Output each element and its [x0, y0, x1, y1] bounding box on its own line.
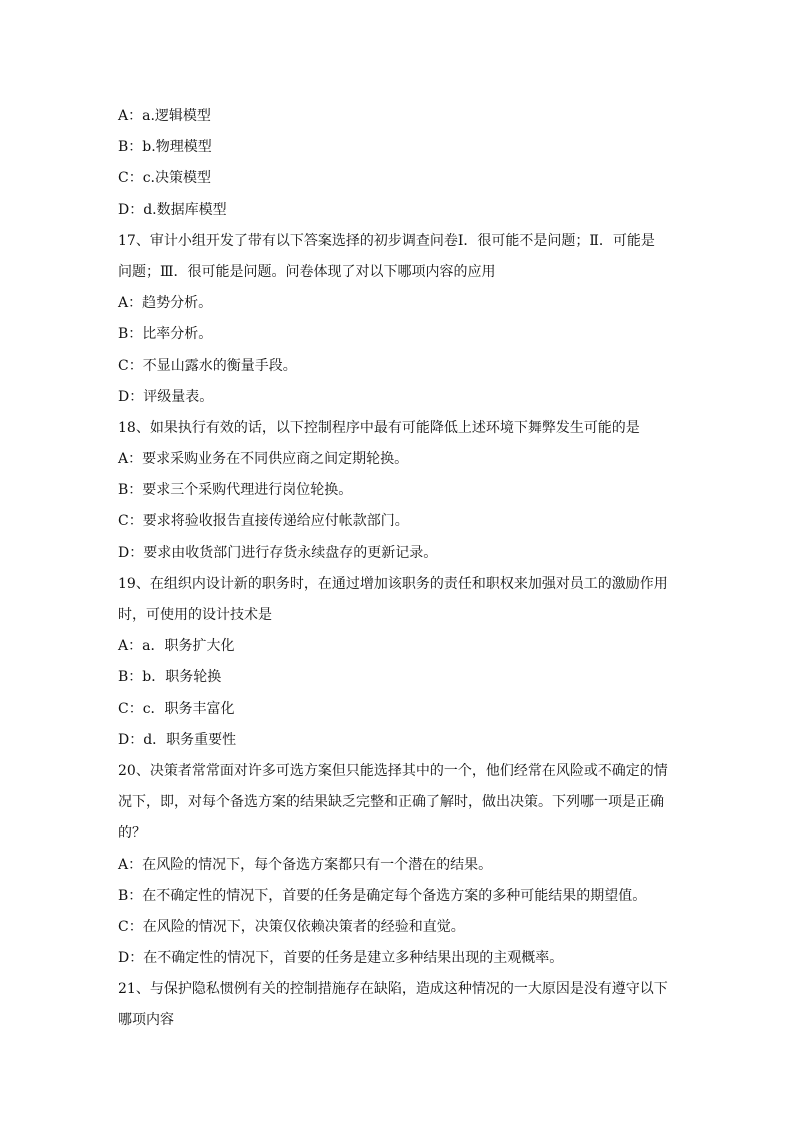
option-line: D：d．职务重要性 — [118, 731, 237, 748]
option-line: A：a．职务扩大化 — [118, 638, 235, 655]
option-line: B：b．职务轮换 — [118, 669, 222, 686]
option-line: B：在不确定性的情况下，首要的任务是确定每个备选方案的多种可能结果的期望值。 — [118, 887, 647, 904]
question-line: 20、决策者常常面对许多可选方案但只能选择其中的一个，他们经常在风险或不确定的情 — [118, 762, 668, 779]
option-line: A：趋势分析。 — [118, 295, 213, 312]
document-body — [118, 101, 678, 1037]
option-line: C：要求将验收报告直接传递给应付帐款部门。 — [118, 513, 409, 530]
option-line: B：要求三个采购代理进行岗位轮换。 — [118, 482, 353, 499]
option-line: D：要求由收货部门进行存货永续盘存的更新记录。 — [118, 544, 438, 561]
option-line: D：d.数据库模型 — [118, 201, 227, 218]
question-line: 哪项内容 — [118, 1012, 174, 1029]
question-line: 的？ — [118, 825, 146, 842]
option-line: D：评级量表。 — [118, 388, 214, 405]
question-line: 时，可使用的设计技术是 — [118, 607, 272, 623]
option-line: A：a.逻辑模型 — [118, 108, 211, 124]
option-line: C：c.决策模型 — [118, 170, 212, 187]
option-line: B：比率分析。 — [118, 326, 213, 343]
question-line: 况下，即，对每个备选方案的结果缺乏完整和正确了解时，做出决策。下列哪一项是正确 — [118, 794, 664, 811]
option-line: C：不显山露水的衡量手段。 — [118, 357, 297, 374]
option-line: A：在风险的情况下，每个备选方案都只有一个潜在的结果。 — [118, 856, 493, 873]
option-line: C：在风险的情况下，决策仅依赖决策者的经验和直觉。 — [118, 918, 465, 935]
question-line: 问题；Ⅲ．很可能是问题。问卷体现了对以下哪项内容的应用 — [118, 263, 496, 280]
question-line: 18、如果执行有效的话，以下控制程序中最有可能降低上述环境下舞弊发生可能的是 — [118, 419, 640, 436]
option-line: B：b.物理模型 — [118, 139, 212, 156]
option-line: A：要求采购业务在不同供应商之间定期轮换。 — [118, 451, 409, 468]
question-line: 19、在组织内设计新的职务时，在通过增加该职务的责任和职权来加强对员工的激励作用 — [118, 575, 668, 592]
option-line: C：c．职务丰富化 — [118, 700, 235, 717]
question-line: 17、审计小组开发了带有以下答案选择的初步调查问卷Ⅰ．很可能不是问题；Ⅱ．可能是 — [118, 232, 655, 249]
question-line: 21、与保护隐私惯例有关的控制措施存在缺陷，造成这种情况的一大原因是没有遵守以下 — [118, 981, 668, 998]
option-line: D：在不确定性的情况下，首要的任务是建立多种结果出现的主观概率。 — [118, 950, 564, 967]
